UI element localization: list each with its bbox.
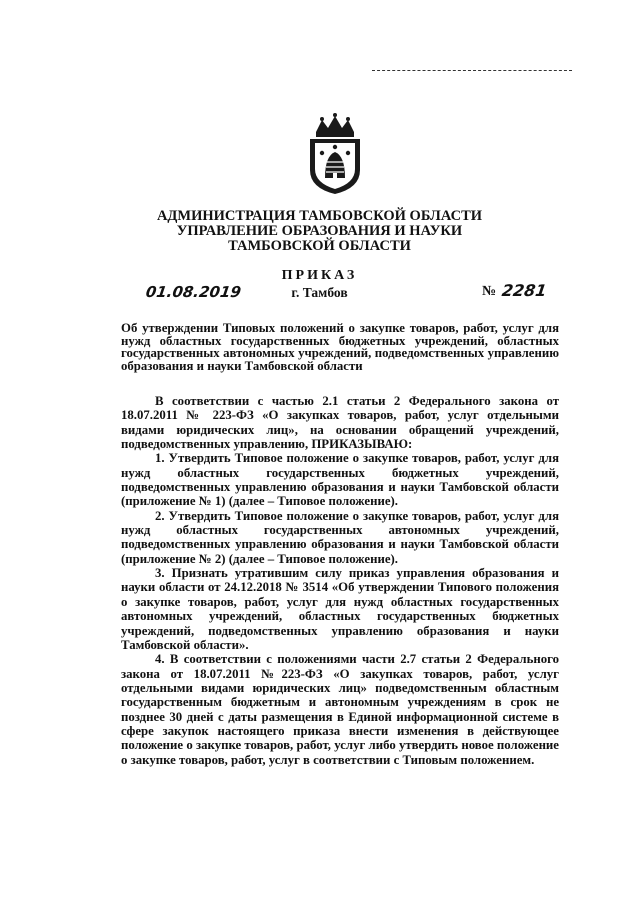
item-1-paragraph: 1. Утвердить Типовое положение о закупке товаров, работ, услуг для нужд областных государственных бюджетных учреждений, подведомственных управлению образования и науки Тамбовской области (приложение № 1) (далее – Типовое положение). xyxy=(121,451,559,509)
organization-header xyxy=(0,209,639,254)
preamble-paragraph: В соответствии с частью 2.1 статьи 2 Федерального закона от 18.07.2011 № 223-ФЗ «О закупках товаров, работ, услуг отдельными видами юридических лиц», на основании обращений учреждений, подведомственных управлению, ПРИКАЗЫВАЮ: xyxy=(121,394,559,452)
header-line-2: УПРАВЛЕНИЕ ОБРАЗОВАНИЯ И НАУКИ xyxy=(176,223,463,239)
header-line-1: АДМИНИСТРАЦИЯ ТАМБОВСКОЙ ОБЛАСТИ xyxy=(156,208,483,224)
order-date: 01.08.2019 xyxy=(144,283,243,301)
order-body xyxy=(121,394,559,767)
header-line-3: ТАМБОВСКОЙ ОБЛАСТИ xyxy=(228,238,411,254)
item-4-paragraph: 4. В соответствии с положениями части 2.7 статьи 2 Федерального закона от 18.07.2011 №223-ФЗ «О закупках товаров, работ, услуг отдельными видами юридических лиц» подведомственным областным государственным бюджетным и автономным учреждениям в срок не позднее 30 дней с даты размещения в Единой информационной системе в сфере закупок настоящего приказа внести изменения в действующее положение о закупке товаров, работ, услуг либо утвердить новое положение о закупке товаров, работ, услуг в соответствии с Типовым положением. xyxy=(121,652,559,767)
item-2-paragraph: 2. Утвердить Типовое положение о закупке товаров, работ, услуг для нужд областных государственных автономных учреждений, подведомственных управлению образования и науки Тамбовской области (приложение № 2) (далее – Типовое положение). xyxy=(121,508,559,566)
order-number: 2281 xyxy=(500,281,548,300)
top-dashed-line xyxy=(372,70,572,71)
city-label: г. Тамбов xyxy=(291,285,348,300)
document-type-title: ПРИКАЗ xyxy=(281,268,358,283)
order-subject: Об утверждении Типовых положений о закупке товаров, работ, услуг для нужд областных государственных бюджетных учреждений, областных государственных автономных учреждений, подведомственных управлению образования и науки Тамбовской области xyxy=(121,321,559,373)
order-number-label: № xyxy=(482,284,497,299)
item-3-paragraph: 3. Признать утратившим силу приказ управления образования и науки области от 24.12.2018 № 3514 «Об утверждении Типового положения о закупке товаров, работ, услуг для нужд областных государственных автономных учреждений, областных государственных бюджетных учреждений, подведомственных управлению образования и науки Тамбовской области». xyxy=(121,566,559,652)
coat-of-arms-icon xyxy=(300,112,370,196)
